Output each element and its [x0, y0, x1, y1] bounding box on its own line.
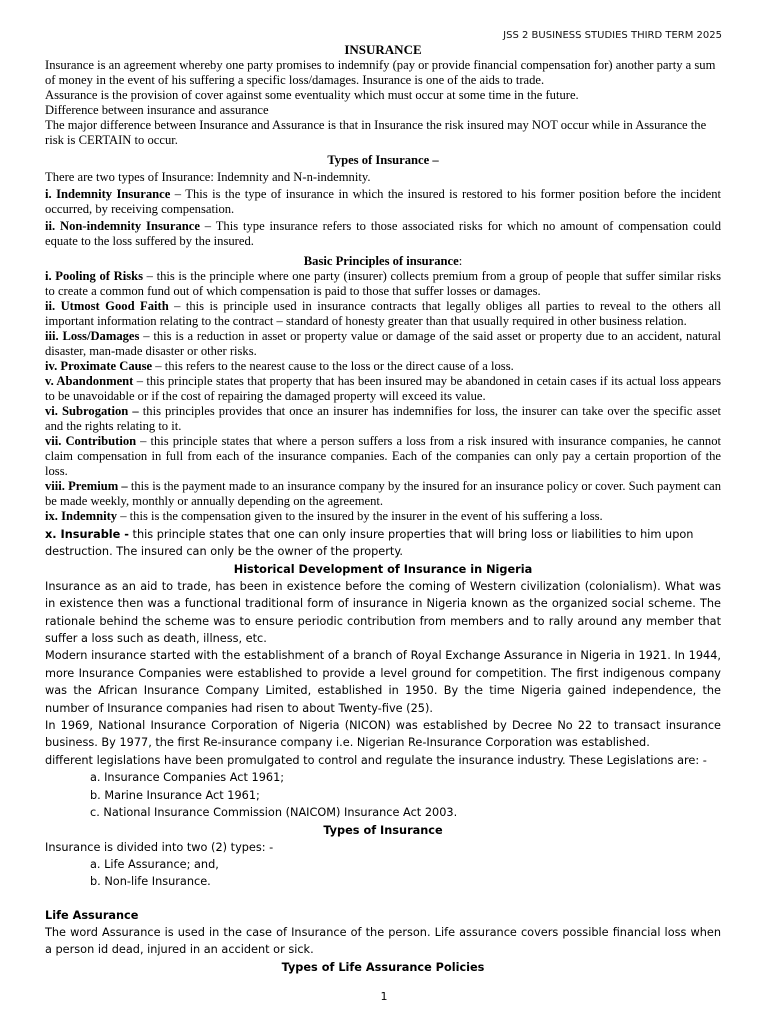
list-item: a. Life Assurance; and,	[90, 857, 219, 871]
item-label: iv. Proximate Cause	[45, 359, 153, 373]
difference-text: The major difference between Insurance and Assurance is that in Insurance the risk insured may NOT occur while in Assurance the risk is CERTAIN to occur.	[45, 118, 707, 147]
types-intro: There are two types of Insurance: Indemnity and N-n-indemnity.	[45, 170, 371, 184]
principle-item	[45, 299, 721, 329]
list-item: b. Marine Insurance Act 1961;	[90, 788, 260, 802]
principle-item	[45, 359, 721, 374]
document-body	[45, 42, 721, 976]
item-text: – this is the compensation given to the insured by the insurer in the event of his suffering a loss.	[117, 509, 603, 523]
item-label: ii. Utmost Good Faith	[45, 299, 169, 313]
item-label: x. Insurable -	[45, 528, 129, 541]
item-label: ii. Non-indemnity Insurance	[45, 219, 200, 233]
item-label: i. Indemnity Insurance	[45, 187, 171, 201]
history-paragraph: In 1969, National Insurance Corporation of Nigeria (NICON) was established by Decree No 22 to transact insurance business. By 1977, the first Re-insurance company i.e. Nigerian Re-Insurance Corporation was established.	[45, 719, 721, 750]
item-label: v. Abandonment	[45, 374, 134, 388]
item-label: i. Pooling of Risks	[45, 269, 144, 283]
document-title: INSURANCE	[344, 42, 422, 57]
item-text: – this principle states that where a person suffers a loss from a risk insured with insurance companies, he cannot claim compensation in full from each of the insurance companies. Each of the companies can only pay a certain proportion of the loss.	[45, 434, 721, 478]
life-assurance-text: The word Assurance is used in the case of Insurance of the person. Life assurance covers possible financial loss when a person id dead, injured in an accident or sick.	[45, 925, 721, 957]
item-label: vii. Contribution	[45, 434, 137, 448]
item-text: this principles provides that once an insurer has indemnifies for loss, the insurer can take over the specific asset and the rights relating to it.	[45, 404, 722, 433]
item-text: – This type insurance refers to those associated risks for which no amount of compensation could equate to the loss suffered by the insured.	[45, 219, 721, 248]
list-item: a. Insurance Companies Act 1961;	[90, 771, 285, 785]
assurance-definition: Assurance is the provision of cover against some eventuality which must occur at some time in the future.	[45, 88, 579, 102]
principle-item-insurable	[45, 526, 721, 561]
item-label: vi. Subrogation –	[45, 404, 139, 418]
item-label: iii. Loss/Damages	[45, 329, 140, 343]
history-paragraph: Modern insurance started with the establishment of a branch of Royal Exchange Assurance in Nigeria in 1921. In 1944, more Insurance Companies were established to provide a level ground for competition. The first indigenous company was the African Insurance Company Limited, established in 1950. By the time Nigeria gained independence, the number of Insurance companies had risen to about Twenty-five (25).	[45, 649, 721, 715]
principle-item	[45, 404, 721, 434]
item-text: – this is the principle where one party (insurer) collects premium from a group of people that suffer similar risks to create a common fund out of which compensation is paid to those that suffer losses or damages.	[45, 269, 721, 298]
insurance-definition: Insurance is an agreement whereby one party promises to indemnify (pay or provide financial compensation for) another party a sum of money in the event of his suffering a specific loss/damages. Insurance is one of the aids to trade.	[45, 58, 716, 87]
item-label: ix. Indemnity	[45, 509, 118, 523]
running-header: JSS 2 BUSINESS STUDIES THIRD TERM 2025	[503, 30, 722, 41]
history-paragraph: Insurance as an aid to trade, has been in existence before the coming of Western civilization (colonialism). What was in existence then was a functional traditional form of insurance in Nigeria known as the organized social scheme. The rationale behind the scheme was to ensure periodic contribution from members and to rally around any member that suffer a loss such as death, illness, etc.	[45, 579, 721, 646]
principles-heading-text: Basic Principles of insurance	[303, 254, 459, 268]
types-of-insurance-intro: Insurance is divided into two (2) types: -	[45, 840, 274, 854]
principle-item	[45, 434, 721, 479]
legislation-list	[45, 769, 721, 821]
item-text: – this is principle used in insurance contracts that legally obliges all parties to reveal to the others all important information relating to the contract – standard of honesty greater than that usually required in other business relation.	[45, 299, 721, 328]
item-text: this is the payment made to an insurance company by the insured for an insurance policy or cover. Such payment can be made weekly, monthly or annually depending on the agreement.	[45, 479, 721, 508]
difference-heading: Difference between insurance and assurance	[45, 103, 269, 117]
item-text: – this is a reduction in asset or property value or damage of the said asset or property due to an accident, natural disaster, man-made disaster or other risks.	[45, 329, 721, 358]
item-label: viii. Premium –	[45, 479, 128, 493]
item-text: – This is the type of insurance in which the insured is restored to his former position before the incident occurred, by receiving compensation.	[45, 187, 722, 216]
item-text: – this refers to the nearest cause to the loss or the direct cause of a loss.	[152, 359, 514, 373]
history-heading: Historical Development of Insurance in Nigeria	[233, 562, 533, 576]
list-item: b. Non-life Insurance.	[90, 875, 211, 889]
item-text: this principle states that one can only insure properties that will bring loss or liabilities to him upon destruction. The insured can only be the owner of the property.	[45, 528, 694, 559]
principle-item	[45, 509, 721, 524]
policies-heading: Types of Life Assurance Policies	[281, 960, 485, 974]
principle-item	[45, 269, 721, 299]
principle-item	[45, 374, 721, 404]
indemnity-insurance-item	[45, 187, 721, 217]
item-text: – this principle states that property that has been insured may be abandoned in cetain cases if its actual loss appears to be unavoidable or if the cost of repairing the damaged property will exceed its value.	[45, 374, 721, 403]
types-of-insurance-heading: Types of Insurance	[323, 823, 443, 837]
life-assurance-heading: Life Assurance	[45, 908, 139, 922]
page-number: 1	[380, 990, 388, 1003]
principle-item	[45, 479, 721, 509]
insurance-types-list	[45, 856, 721, 891]
list-item: c. National Insurance Commission (NAICOM) Insurance Act 2003.	[90, 806, 458, 820]
principles-heading-suffix: :	[458, 254, 463, 268]
types-heading: Types of Insurance –	[327, 153, 439, 167]
principle-item	[45, 329, 721, 359]
history-paragraph: different legislations have been promulgated to control and regulate the insurance industry. These Legislations are: -	[45, 753, 707, 767]
non-indemnity-insurance-item	[45, 219, 721, 249]
principles-heading	[45, 253, 721, 269]
